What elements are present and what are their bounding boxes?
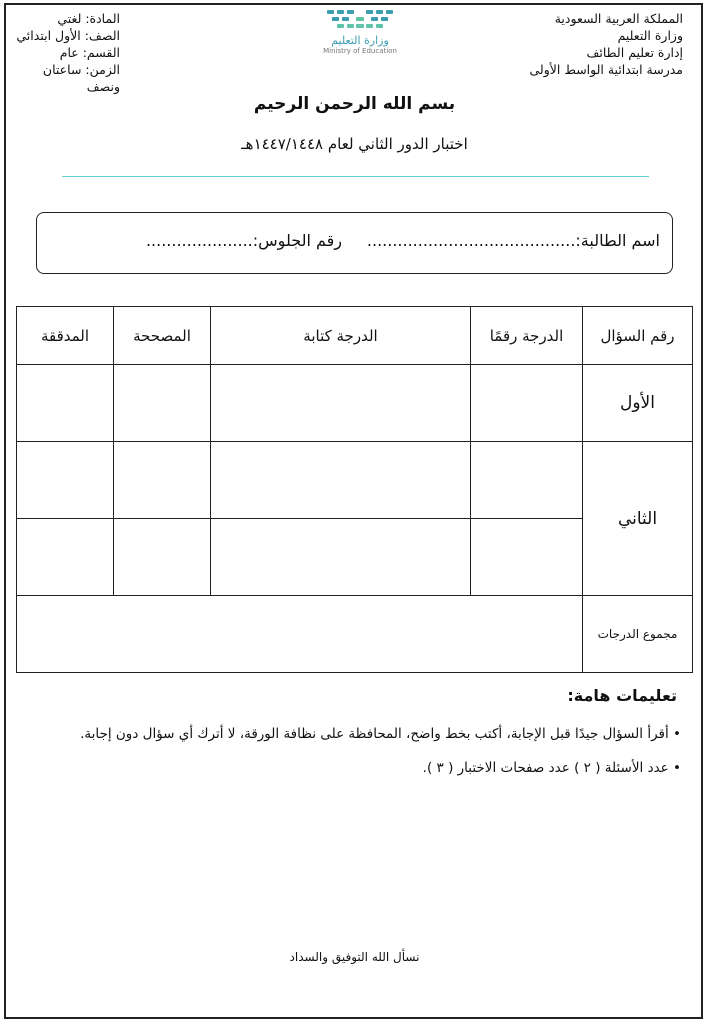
subject-label: المادة: لغتي: [57, 11, 120, 26]
reviewer-cell[interactable]: [17, 519, 114, 596]
header-ministry: وزارة التعليم: [617, 28, 683, 43]
corrector-cell[interactable]: [114, 365, 211, 442]
reviewer-cell[interactable]: [17, 442, 114, 519]
header-school: مدرسة ابتدائية الواسط الأولى: [529, 62, 683, 77]
score-numeric-cell[interactable]: [471, 519, 583, 596]
total-label: مجموع الدرجات: [583, 596, 693, 673]
section-label: القسم: عام: [59, 45, 120, 60]
student-info-box: [36, 212, 673, 274]
ministry-logo-icon: [325, 8, 395, 32]
total-score-cell[interactable]: [17, 596, 583, 673]
table-row: [17, 442, 693, 519]
score-written-cell[interactable]: [211, 442, 471, 519]
basmala: بسم الله الرحمن الرحيم: [253, 94, 456, 114]
header-score-written: الدرجة كتابة: [211, 307, 471, 365]
header-exam-info: [10, 10, 120, 95]
score-numeric-cell[interactable]: [471, 365, 583, 442]
header-country: المملكة العربية السعودية: [554, 11, 683, 26]
total-row: [17, 596, 693, 673]
reviewer-cell[interactable]: [17, 365, 114, 442]
grades-table: [16, 306, 693, 673]
table-row: [17, 365, 693, 442]
duration-label: الزمن: ساعتان ونصف: [42, 62, 120, 94]
logo-subtext: Ministry of Education: [323, 47, 397, 55]
student-name-field[interactable]: اسم الطالبة:.........................................: [366, 231, 660, 250]
seat-number-field[interactable]: رقم الجلوس:.....................: [145, 231, 342, 250]
table-header-row: [17, 307, 693, 365]
exam-title: اختبار الدور الثاني لعام ١٤٤٧/١٤٤٨هـ: [241, 135, 468, 153]
question-first-label: الأول: [583, 365, 693, 442]
score-written-cell[interactable]: [211, 519, 471, 596]
corrector-cell[interactable]: [114, 519, 211, 596]
header-question-number: رقم السؤال: [583, 307, 693, 365]
ministry-logo: [300, 8, 420, 68]
closing-wish: نسأل الله التوفيق والسداد: [289, 950, 420, 964]
header-reviewer: المدققة: [17, 307, 114, 365]
instruction-item: • أقرأ السؤال جيدًا قبل الإجابة، أكتب بخط واضح، المحافظة على نظافة الورقة، لا أترك أي سؤال دون إجابة.: [80, 726, 681, 742]
header-corrector: المصححة: [114, 307, 211, 365]
header-directorate: إدارة تعليم الطائف: [586, 45, 683, 60]
corrector-cell[interactable]: [114, 442, 211, 519]
title-divider: [62, 176, 649, 177]
instruction-item: • عدد الأسئلة ( ٢ ) عدد صفحات الاختبار ( ٣ ).: [422, 760, 681, 776]
score-written-cell[interactable]: [211, 365, 471, 442]
instructions-heading: تعليمات هامة:: [567, 686, 677, 705]
grade-label: الصف: الأول ابتدائي: [16, 28, 120, 43]
logo-text: وزارة التعليم: [331, 34, 389, 47]
question-second-label: الثاني: [583, 442, 693, 596]
header-score-numeric: الدرجة رقمًا: [471, 307, 583, 365]
header-ministry-info: [529, 10, 683, 78]
score-numeric-cell[interactable]: [471, 442, 583, 519]
